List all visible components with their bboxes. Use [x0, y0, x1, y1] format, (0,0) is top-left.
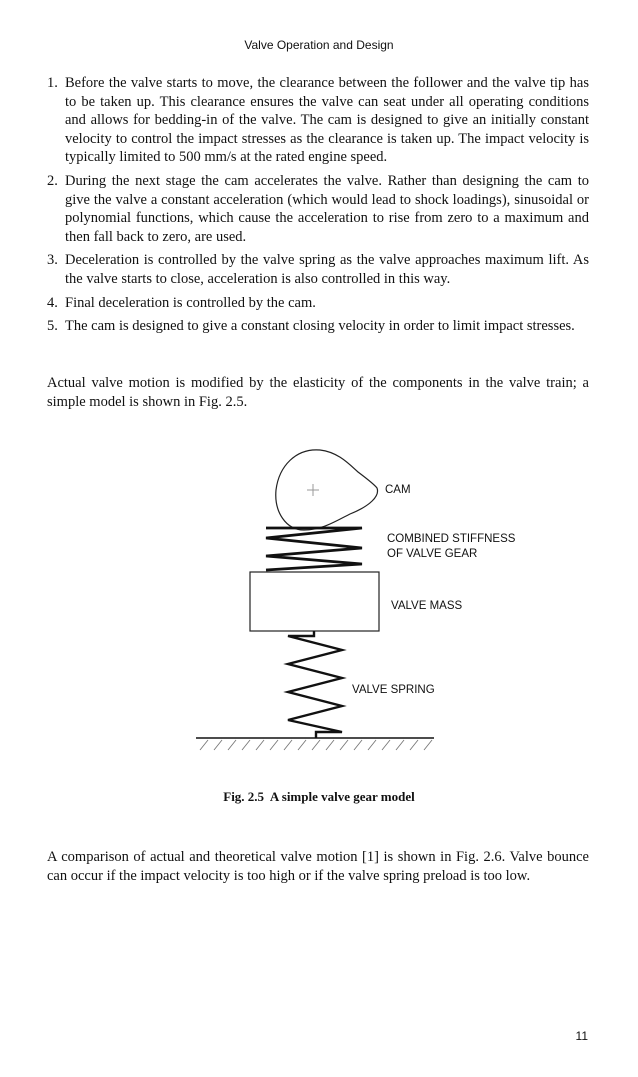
valve-spring: [288, 631, 342, 738]
list-item-number: 5.: [47, 318, 58, 335]
list-item-text: Deceleration is controlled by the valve spring as the valve approaches maximum lift. As the valve starts to close, acceleration is also controlled in this way.: [65, 252, 589, 287]
cam-label: CAM: [385, 484, 411, 496]
list-item-text: Before the valve starts to move, the clearance between the follower and the valve tip has to be taken up. This clearance ensures the valve can seat under all operating conditions and allows for bedding-in of the valve. The cam is designed to give an initially constant velocity to control the impact stresses as the clearance is taken up. The impact velocity is typically limited to 500 mm/s at the rated engine speed.: [65, 75, 589, 166]
cam-shape: [276, 450, 378, 530]
list-item-text: The cam is designed to give a constant closing velocity in order to limit impact stresses.: [65, 318, 575, 335]
design-steps-list: [47, 74, 589, 341]
list-item: [47, 317, 589, 336]
figure-caption: Fig. 2.5 A simple valve gear model: [223, 789, 415, 804]
running-header: Valve Operation and Design: [244, 38, 394, 52]
list-item-text: Final deceleration is controlled by the cam.: [65, 294, 316, 311]
list-item-number: 1.: [47, 75, 58, 91]
page-number: 11: [575, 1029, 588, 1043]
paragraph-valve-bounce: A comparison of actual and theoretical valve motion [1] is shown in Fig. 2.6. Valve bounce can occur if the impact velocity is too high or if the valve spring preload is too low.: [47, 849, 589, 884]
list-item: [47, 74, 589, 167]
paragraph-valve-motion: Actual valve motion is modified by the elasticity of the components in the valve train; a simple model is shown in Fig. 2.5.: [47, 375, 589, 410]
list-item: [47, 294, 589, 313]
ground-hatching: [200, 740, 432, 750]
list-item-text: During the next stage the cam accelerates the valve. Rather than designing the cam to give the valve a constant acceleration (which would lead to shock loadings), sinusoidal or polynomial functions, which cause the acceleration to rise from zero to a maximum and then fall back to zero, are used.: [65, 172, 589, 245]
list-item: [47, 251, 589, 288]
list-item-number: 3.: [47, 252, 58, 269]
valve-gear-diagram: [0, 440, 638, 760]
stiffness-label-line2: OF VALVE GEAR: [387, 548, 478, 560]
valve-gear-figure: [0, 440, 638, 760]
list-item: [47, 172, 589, 246]
valve-mass-block: [250, 572, 379, 631]
valve-mass-label: VALVE MASS: [391, 600, 463, 612]
list-item-number: 2.: [47, 172, 58, 189]
list-item-number: 4.: [47, 294, 58, 311]
valve-spring-label: VALVE SPRING: [352, 684, 435, 696]
stiffness-label-line1: COMBINED STIFFNESS: [387, 533, 516, 545]
stiffness-spring: [266, 528, 362, 570]
